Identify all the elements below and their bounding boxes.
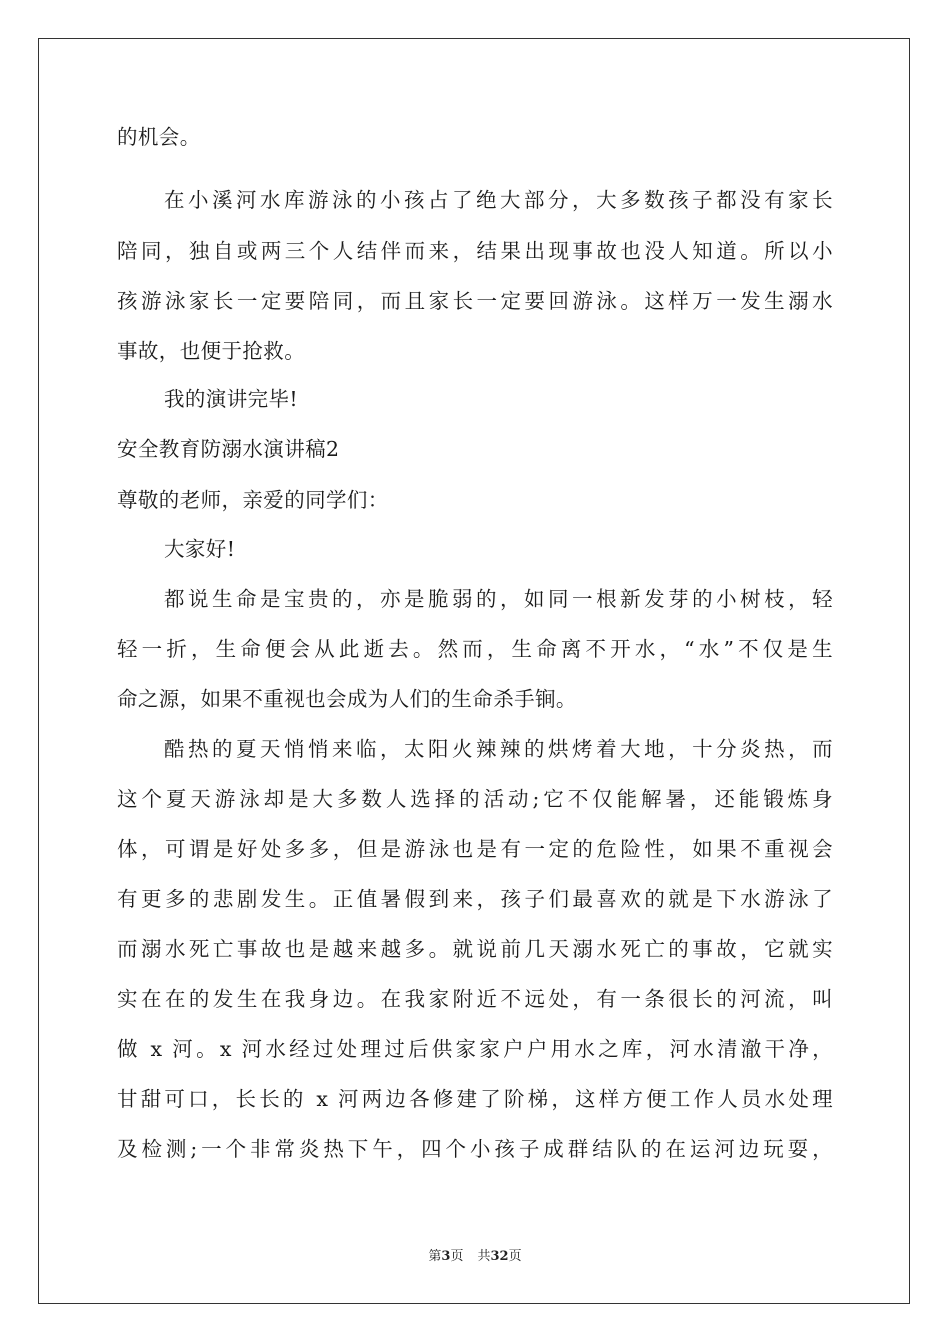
page-border [38,38,910,1304]
page-unit: 页 [450,1249,464,1264]
section-heading: 安全教育防溺水演讲稿2 [117,437,340,461]
paragraph-line: 在小溪河水库游泳的小孩占了绝大部分，大多数孩子都没有家长 [164,188,833,212]
paragraph-line: 体，可谓是好处多多，但是游泳也是有一定的危险性，如果不重视会 [117,837,833,861]
paragraph-line: 的机会。 [117,125,201,149]
total-prefix: 共 [477,1249,491,1264]
paragraph-line: 陪同，独自或两三个人结伴而来，结果出现事故也没人知道。所以小 [117,239,833,263]
paragraph-line: 实在在的发生在我身边。在我家附近不远处，有一条很长的河流，叫 [117,987,833,1011]
paragraph-line: 而溺水死亡事故也是越来越多。就说前几天溺水死亡的事故，它就实 [117,937,833,961]
paragraph-line: 做 x 河。x 河水经过处理过后供家家户户用水之库，河水清澈干净， [117,1037,833,1061]
salutation: 尊敬的老师，亲爱的同学们： [117,488,389,512]
paragraph-line: 事故，也便于抢救。 [117,339,306,363]
paragraph-line: 这个夏天游泳却是大多数人选择的活动;它不仅能解暑，还能锻炼身 [117,787,833,811]
total-pages: 32 [490,1249,509,1264]
paragraph-line: 及检测;一个非常炎热下午，四个小孩子成群结队的在运河边玩耍， [117,1137,833,1161]
paragraph-line: 酷热的夏天悄悄来临，太阳火辣辣的烘烤着大地，十分炎热，而 [164,737,833,761]
paragraph-line: 我的演讲完毕! [164,387,299,411]
paragraph-line: 甘甜可口，长长的 x 河两边各修建了阶梯，这样方便工作人员水处理 [117,1087,833,1111]
paragraph-line: 有更多的悲剧发生。正值暑假到来，孩子们最喜欢的就是下水游泳了 [117,887,833,911]
page-number: 3 [441,1249,451,1264]
greeting: 大家好! [164,537,236,561]
page-footer [0,1248,950,1266]
total-unit: 页 [508,1249,522,1264]
paragraph-line: 孩游泳家长一定要陪同，而且家长一定要回游泳。这样万一发生溺水 [117,289,833,313]
paragraph-line: 都说生命是宝贵的，亦是脆弱的，如同一根新发芽的小树枝，轻 [164,587,833,611]
paragraph-line: 命之源，如果不重视也会成为人们的生命杀手锏。 [117,687,577,711]
page-prefix: 第 [428,1249,442,1264]
paragraph-line: 轻一折，生命便会从此逝去。然而，生命离不开水，“水”不仅是生 [117,637,833,661]
